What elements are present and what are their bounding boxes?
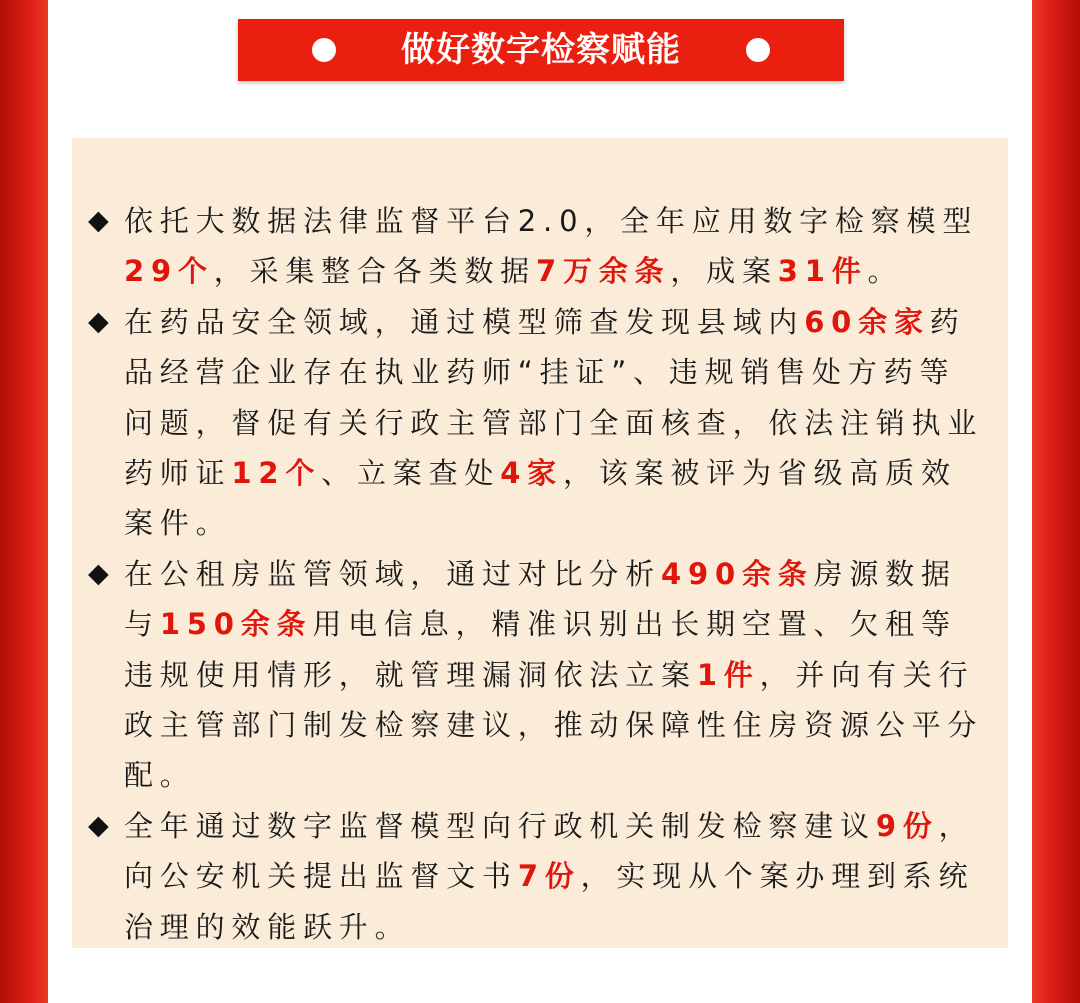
item-text: 在公租房监管领域，通过对比分析 <box>124 556 662 591</box>
item-text: 、立案查处 <box>321 456 501 491</box>
item-text: 用电信息，精准识别出长期空置、欠租等违规使用情形，就管理漏洞依法立案 <box>124 607 957 692</box>
page-title: 做好数字检察赋能 <box>401 30 681 70</box>
item-text: ，成案 <box>670 254 778 289</box>
item-text: 药品经营企业存在执业药师“挂证”、违规销售处方药等问题，督促有关行政主管部门全面核查，依法注销执业药师证 <box>124 304 984 491</box>
highlight-figure: 7份 <box>517 859 581 894</box>
item-text: 在药品安全领域，通过模型筛查发现县域内 <box>124 304 805 339</box>
highlight-figure: 9份 <box>875 808 939 843</box>
highlight-figure: 7万余条 <box>535 254 671 289</box>
item-text: 房源数据与 <box>124 556 957 642</box>
diamond-bullet-icon: ◆ <box>88 557 109 589</box>
banner-dot-right-icon <box>746 38 770 62</box>
list-item <box>88 801 988 952</box>
highlight-figure: 12个 <box>231 456 322 491</box>
item-text: 依托大数据法律监督平台2.0，全年应用数字检察模型 <box>124 204 979 238</box>
list-item <box>88 196 988 297</box>
highlight-figure: 31件 <box>777 254 868 289</box>
list-item <box>88 297 988 549</box>
highlight-figure: 29个 <box>124 254 214 289</box>
item-text: ，采集整合各类数据 <box>213 254 536 289</box>
item-list <box>88 196 988 952</box>
item-text: 全年通过数字监督模型向行政机关制发检察建议 <box>124 808 876 843</box>
highlight-figure: 4家 <box>500 456 563 491</box>
highlight-figure: 1件 <box>696 657 760 692</box>
diamond-bullet-icon: ◆ <box>88 809 109 841</box>
list-item <box>88 549 988 801</box>
item-text: ，该案被评为省级高质效案件。 <box>124 456 957 541</box>
item-text: ，向公安机关提出监督文书 <box>124 808 975 894</box>
title-banner <box>238 19 844 81</box>
item-text: ，实现从个案办理到系统治理的效能跃升。 <box>124 859 975 944</box>
diamond-bullet-icon: ◆ <box>88 305 109 337</box>
highlight-figure: 490余条 <box>661 556 814 591</box>
item-text: ，并向有关行政主管部门制发检察建议，推动保障性住房资源公平分配。 <box>124 657 984 793</box>
diamond-bullet-icon: ◆ <box>88 205 109 236</box>
highlight-figure: 60余家 <box>804 304 930 339</box>
highlight-figure: 150余条 <box>159 607 313 642</box>
item-text: 。 <box>867 254 904 289</box>
